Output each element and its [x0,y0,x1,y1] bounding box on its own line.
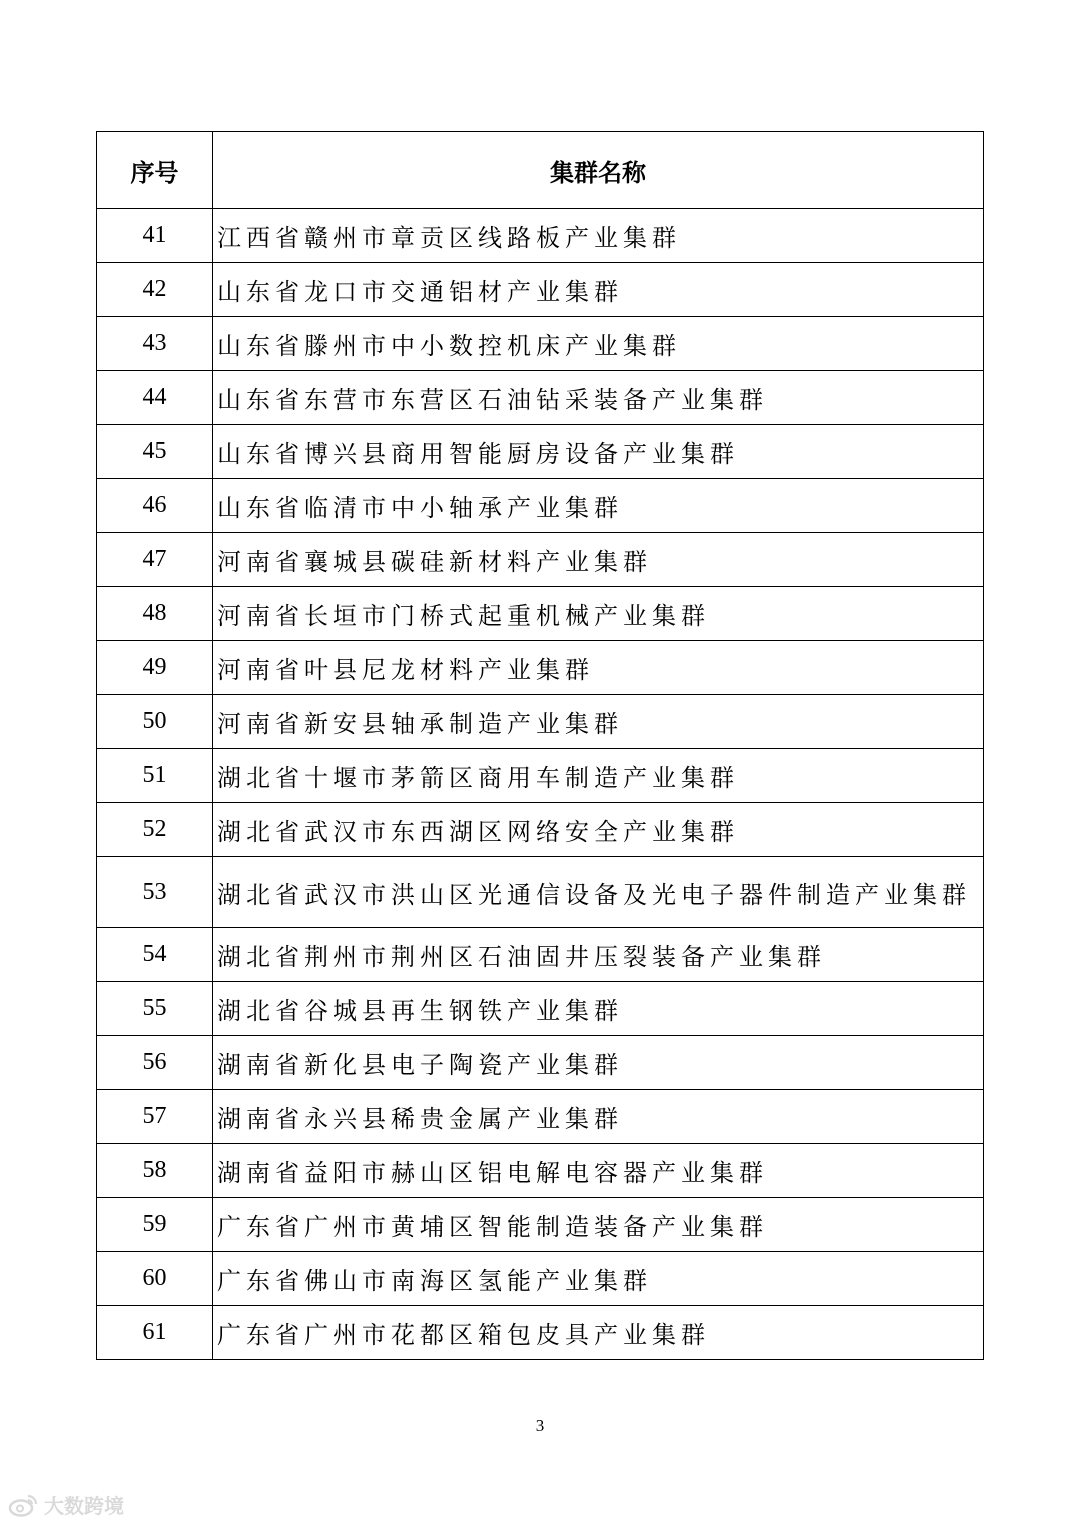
cluster-name: 河南省襄城县碳硅新材料产业集群 [213,533,984,587]
row-number: 53 [97,857,213,928]
header-cluster-name: 集群名称 [213,132,984,209]
table-row [97,479,984,533]
cluster-name: 山东省临清市中小轴承产业集群 [213,479,984,533]
row-number: 55 [97,982,213,1036]
row-number: 46 [97,479,213,533]
row-number: 54 [97,928,213,982]
cluster-name: 山东省龙口市交通铝材产业集群 [213,263,984,317]
row-number: 61 [97,1306,213,1360]
table-row [97,533,984,587]
watermark-text: 大数跨境 [44,1494,124,1518]
cluster-name: 湖北省荆州市荆州区石油固井压裂装备产业集群 [213,928,984,982]
cluster-name: 湖北省武汉市东西湖区网络安全产业集群 [213,803,984,857]
cluster-name: 湖南省永兴县稀贵金属产业集群 [213,1090,984,1144]
table-row [97,749,984,803]
row-number: 59 [97,1198,213,1252]
row-number: 58 [97,1144,213,1198]
table-row [97,1252,984,1306]
table-row [97,928,984,982]
table-row [97,641,984,695]
cluster-name: 湖北省十堰市茅箭区商用车制造产业集群 [213,749,984,803]
row-number: 45 [97,425,213,479]
cluster-list-table [96,131,984,1360]
row-number: 52 [97,803,213,857]
row-number: 48 [97,587,213,641]
table-row [97,209,984,263]
row-number: 57 [97,1090,213,1144]
row-number: 47 [97,533,213,587]
row-number: 49 [97,641,213,695]
cluster-name: 江西省赣州市章贡区线路板产业集群 [213,209,984,263]
row-number: 42 [97,263,213,317]
table-row [97,263,984,317]
table-row [97,317,984,371]
cluster-name: 湖北省谷城县再生钢铁产业集群 [213,982,984,1036]
header-serial-number: 序号 [97,132,213,209]
cluster-name: 广东省广州市花都区箱包皮具产业集群 [213,1306,984,1360]
table-row [97,1306,984,1360]
table-row [97,803,984,857]
table-row [97,1090,984,1144]
table-row [97,1144,984,1198]
cluster-name: 广东省佛山市南海区氢能产业集群 [213,1252,984,1306]
cluster-name: 湖南省益阳市赫山区铝电解电容器产业集群 [213,1144,984,1198]
table-header-row [97,132,984,209]
row-number: 51 [97,749,213,803]
table-row [97,371,984,425]
cluster-name: 山东省博兴县商用智能厨房设备产业集群 [213,425,984,479]
row-number: 60 [97,1252,213,1306]
row-number: 56 [97,1036,213,1090]
cluster-name: 河南省长垣市门桥式起重机械产业集群 [213,587,984,641]
table-row [97,857,984,928]
table-row [97,695,984,749]
cluster-name: 山东省滕州市中小数控机床产业集群 [213,317,984,371]
page-number: 3 [535,1416,545,1435]
row-number: 50 [97,695,213,749]
table-row [97,1198,984,1252]
table-row [97,1036,984,1090]
cluster-name: 河南省新安县轴承制造产业集群 [213,695,984,749]
cluster-name: 湖南省新化县电子陶瓷产业集群 [213,1036,984,1090]
watermark [8,1490,124,1519]
table-row [97,587,984,641]
cluster-name: 山东省东营市东营区石油钻采装备产业集群 [213,371,984,425]
table-row [97,982,984,1036]
weibo-logo-icon [8,1493,38,1517]
row-number: 43 [97,317,213,371]
cluster-name: 湖北省武汉市洪山区光通信设备及光电子器件制造产业集群 [213,857,984,928]
row-number: 41 [97,209,213,263]
cluster-name: 河南省叶县尼龙材料产业集群 [213,641,984,695]
table-row [97,425,984,479]
row-number: 44 [97,371,213,425]
cluster-name: 广东省广州市黄埔区智能制造装备产业集群 [213,1198,984,1252]
